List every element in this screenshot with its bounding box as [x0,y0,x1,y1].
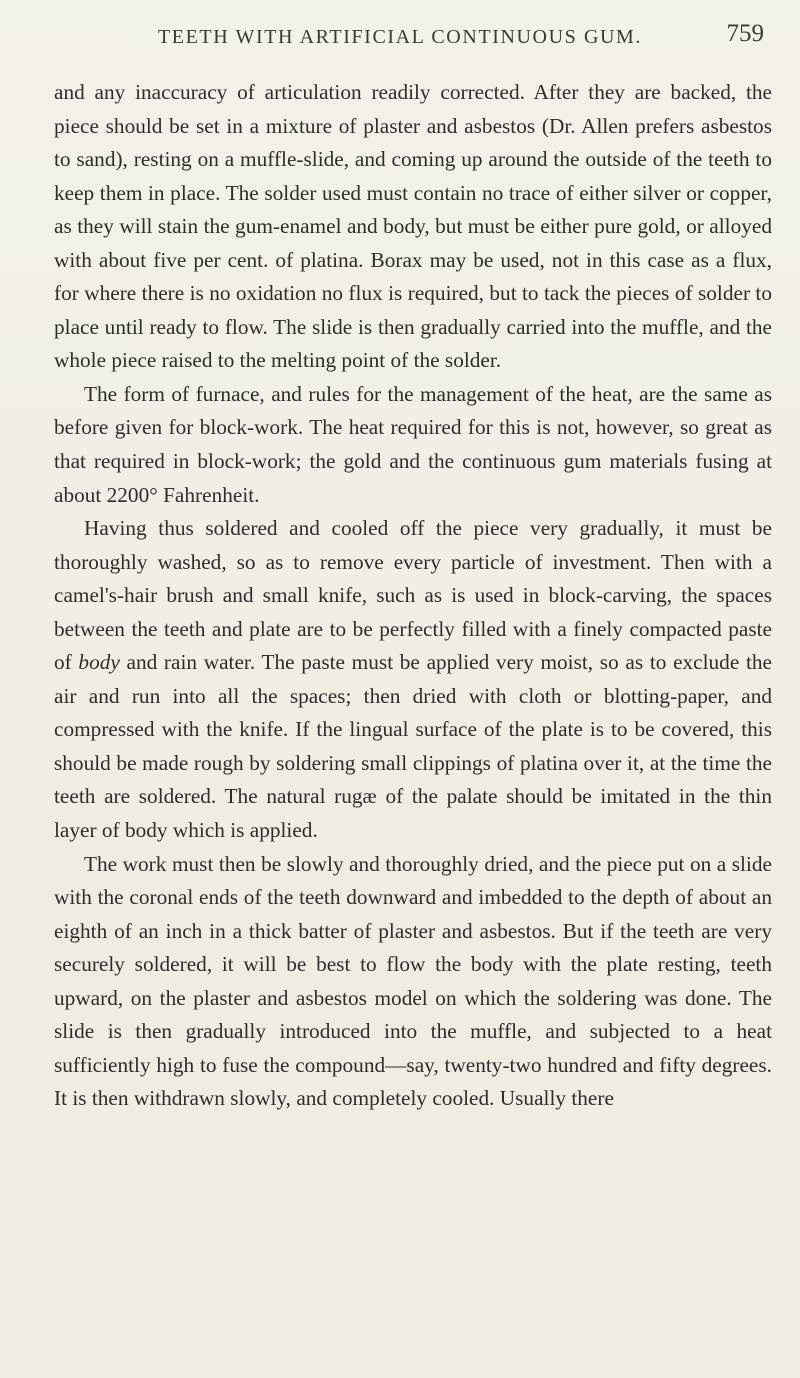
paragraph-3-part-2: and rain water. The paste must be applied very moist, so as to exclude the air and run into all the spaces; then dried with cloth or blotting-paper, and compressed with the knife. If the lingual surface of the plate is to be covered, this should be made rough by soldering small clippings of platina over it, at the time the teeth are soldered. The natural rugæ of the palate should be imitated in the thin layer of body which is applied. [54,650,772,843]
paragraph-4: The work must then be slowly and thoroughly dried, and the piece put on a slide with the coronal ends of the teeth downward and imbedded to the depth of about an eighth of an inch in a thick batter of plaster and asbestos. But if the teeth are very securely soldered, it will be best to flow the body with the plate resting, teeth upward, on the plaster and asbestos model on which the soldering was done. The slide is then gradually introduced into the muffle, and subjected to a heat sufficiently high to fuse the compound—say, twenty-two hundred and fifty degrees. It is then withdrawn slowly, and completely cooled. Usually there [54,851,772,1111]
paragraph-3 [54,512,772,847]
running-title: TEETH WITH ARTIFICIAL CONTINUOUS GUM. [157,26,643,48]
italic-term-body: body [78,650,120,675]
body-text [54,76,772,1116]
page-number: 759 [726,20,764,47]
paragraph-1: and any inaccuracy of articulation readily corrected. After they are backed, the piece should be set in a mixture of plaster and asbestos (Dr. Allen prefers asbestos to sand), resting on a muffle-slide, and coming up around the outside of the teeth to keep them in place. The solder used must contain no trace of either silver or copper, as they will stain the gum-enamel and body, but must be either pure gold, or alloyed with about five per cent. of platina. Borax may be used, not in this case as a flux, for where there is no oxidation no flux is required, but to tack the pieces of solder to place until ready to flow. The slide is then gradually carried into the muffle, and the whole piece raised to the melting point of the solder. [54,80,772,373]
paragraph-3-part-1: Having thus soldered and cooled off the piece very gradually, it must be thoroughly washed, so as to remove every particle of investment. Then with a camel's-hair brush and small knife, such as is used in block-carving, the spaces between the teeth and plate are to be perfectly filled with a finely compacted paste of [54,516,772,675]
paragraph-2: The form of furnace, and rules for the management of the heat, are the same as before given for block-work. The heat required for this is not, however, so great as that required in block-work; the gold and the continuous gum materials fusing at about 2200° Fahrenheit. [54,381,772,507]
